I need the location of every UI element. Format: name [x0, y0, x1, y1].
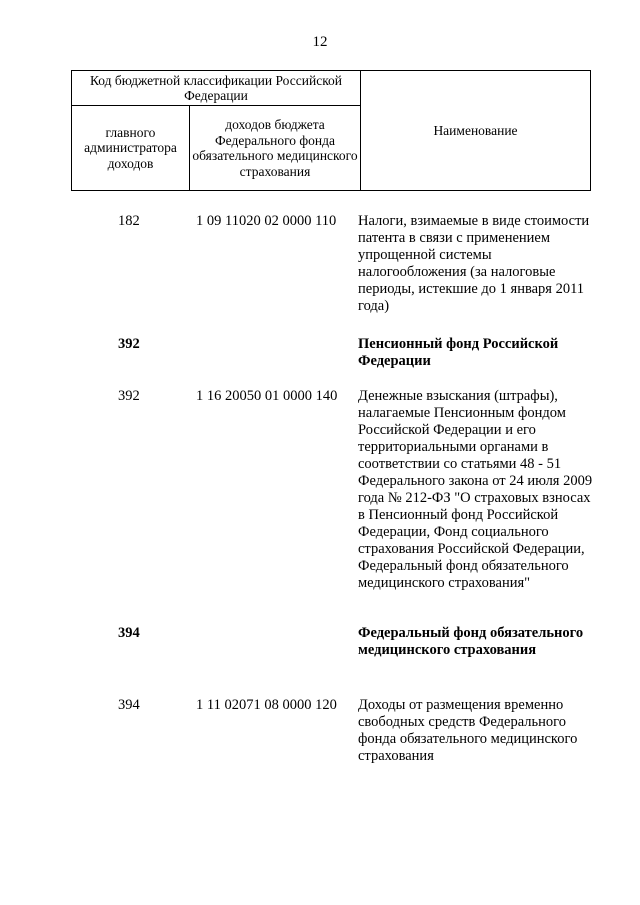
row-admin-code: 394: [118, 697, 140, 713]
row-name: Налоги, взимаемые в виде стоимости патента в связи с применением упрощенной системы налогообложения (за налоговые периоды, истекшие до 1 января 2011 года): [358, 213, 590, 314]
section-name: Пенсионный фонд Российской Федерации: [358, 336, 559, 369]
section-admin-code: 392: [118, 336, 140, 352]
row-name: Денежные взыскания (штрафы), налагаемые Пенсионным фондом Российской Федерации и его территориальными органами в соответствии со статьями 48 - 51 Федерального закона от 24 июля 2009 года № 212-ФЗ "О страховых взносах в Пенсионный фонд Российской Федерации, Фонд социального страхования Российской Федерации, Федеральный фонд обязательного медицинского страхования": [358, 388, 593, 591]
row-name: Доходы от размещения временно свободных средств Федерального фонда обязательного медицинского страхования: [358, 697, 578, 764]
page-number: 12: [312, 34, 328, 50]
section-name: Федеральный фонд обязательного медицинского страхования: [358, 625, 584, 658]
section-admin-code: 394: [118, 625, 140, 641]
row-revenue-code: 1 09 11020 02 0000 110: [196, 213, 337, 229]
row-revenue-code: 1 16 20050 01 0000 140: [196, 388, 338, 404]
row-revenue-code: 1 11 02071 08 0000 120: [196, 697, 337, 713]
header-main-administrator: главного администратора доходов: [72, 106, 190, 191]
row-admin-code: 182: [118, 213, 140, 229]
header-budget-classification: Код бюджетной классификации Российской Федерации: [72, 71, 361, 106]
header-name: Наименование: [361, 71, 591, 191]
table-header: [71, 70, 591, 191]
row-admin-code: 392: [118, 388, 140, 404]
header-revenue-code: доходов бюджета Федерального фонда обязательного медицинского страхования: [190, 106, 361, 191]
